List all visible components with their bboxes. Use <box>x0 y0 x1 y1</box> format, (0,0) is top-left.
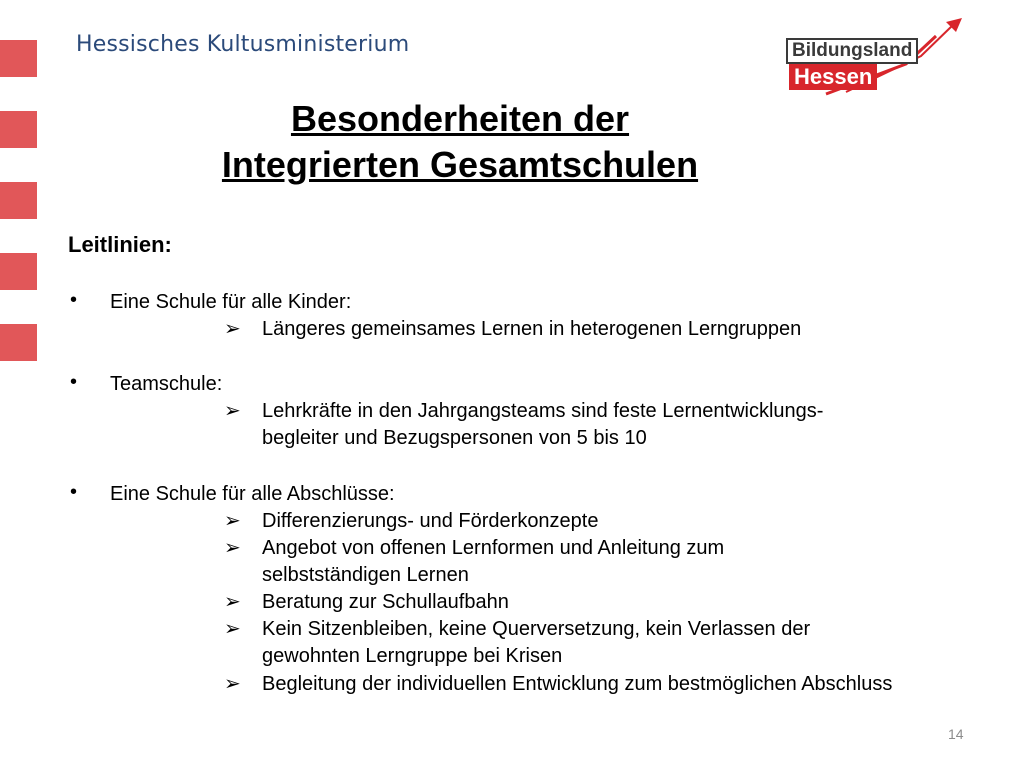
arrow-icon: ➢ <box>224 537 241 559</box>
decor-square <box>0 324 37 361</box>
bullet-label: Eine Schule für alle Abschlüsse: <box>110 483 395 505</box>
slide-title <box>0 96 920 188</box>
sub-point: Kein Sitzenbleiben, keine Querversetzung, kein Verlassen der <box>262 618 811 640</box>
sub-point: Differenzierungs- und Förderkonzepte <box>262 510 599 532</box>
bullet-icon: • <box>70 371 78 393</box>
page-number: 14 <box>948 726 964 742</box>
arrow-icon: ➢ <box>224 510 241 532</box>
sub-point: Angebot von offenen Lernformen und Anleitung zum <box>262 537 725 559</box>
arrow-icon: ➢ <box>224 400 241 422</box>
arrow-icon: ➢ <box>224 673 241 695</box>
sub-point: Begleitung der individuellen Entwicklung zum bestmöglichen Abschluss <box>262 673 893 695</box>
arrow-icon: ➢ <box>224 591 241 613</box>
section-heading: Leitlinien: <box>68 232 172 257</box>
sub-point-continuation: selbstständigen Lernen <box>262 564 469 586</box>
logo-word-2: Hessen <box>789 64 877 90</box>
sub-point: Längeres gemeinsames Lernen in heterogenen Lerngruppen <box>262 318 802 340</box>
bullet-label: Teamschule: <box>110 373 223 395</box>
arrow-icon: ➢ <box>224 318 241 340</box>
slide-title-line1: Besonderheiten der <box>290 98 630 139</box>
sub-point-continuation: gewohnten Lerngruppe bei Krisen <box>262 645 563 667</box>
bullet-icon: • <box>70 289 78 311</box>
bullet-label: Eine Schule für alle Kinder: <box>110 291 352 313</box>
decor-square <box>0 253 37 290</box>
bullet-icon: • <box>70 481 78 503</box>
slide-title-line2: Integrierten Gesamtschulen <box>221 144 699 185</box>
decor-square <box>0 40 37 77</box>
org-name: Hessisches Kultusministerium <box>76 32 410 57</box>
sub-point: Beratung zur Schullaufbahn <box>262 591 509 613</box>
bildungsland-logo <box>786 16 964 98</box>
sub-point: Lehrkräfte in den Jahrgangsteams sind feste Lernentwicklungs- <box>262 400 824 422</box>
logo-word-1: Bildungsland <box>786 38 918 64</box>
sub-point-continuation: begleiter und Bezugspersonen von 5 bis 10 <box>262 427 647 449</box>
arrow-icon: ➢ <box>224 618 241 640</box>
